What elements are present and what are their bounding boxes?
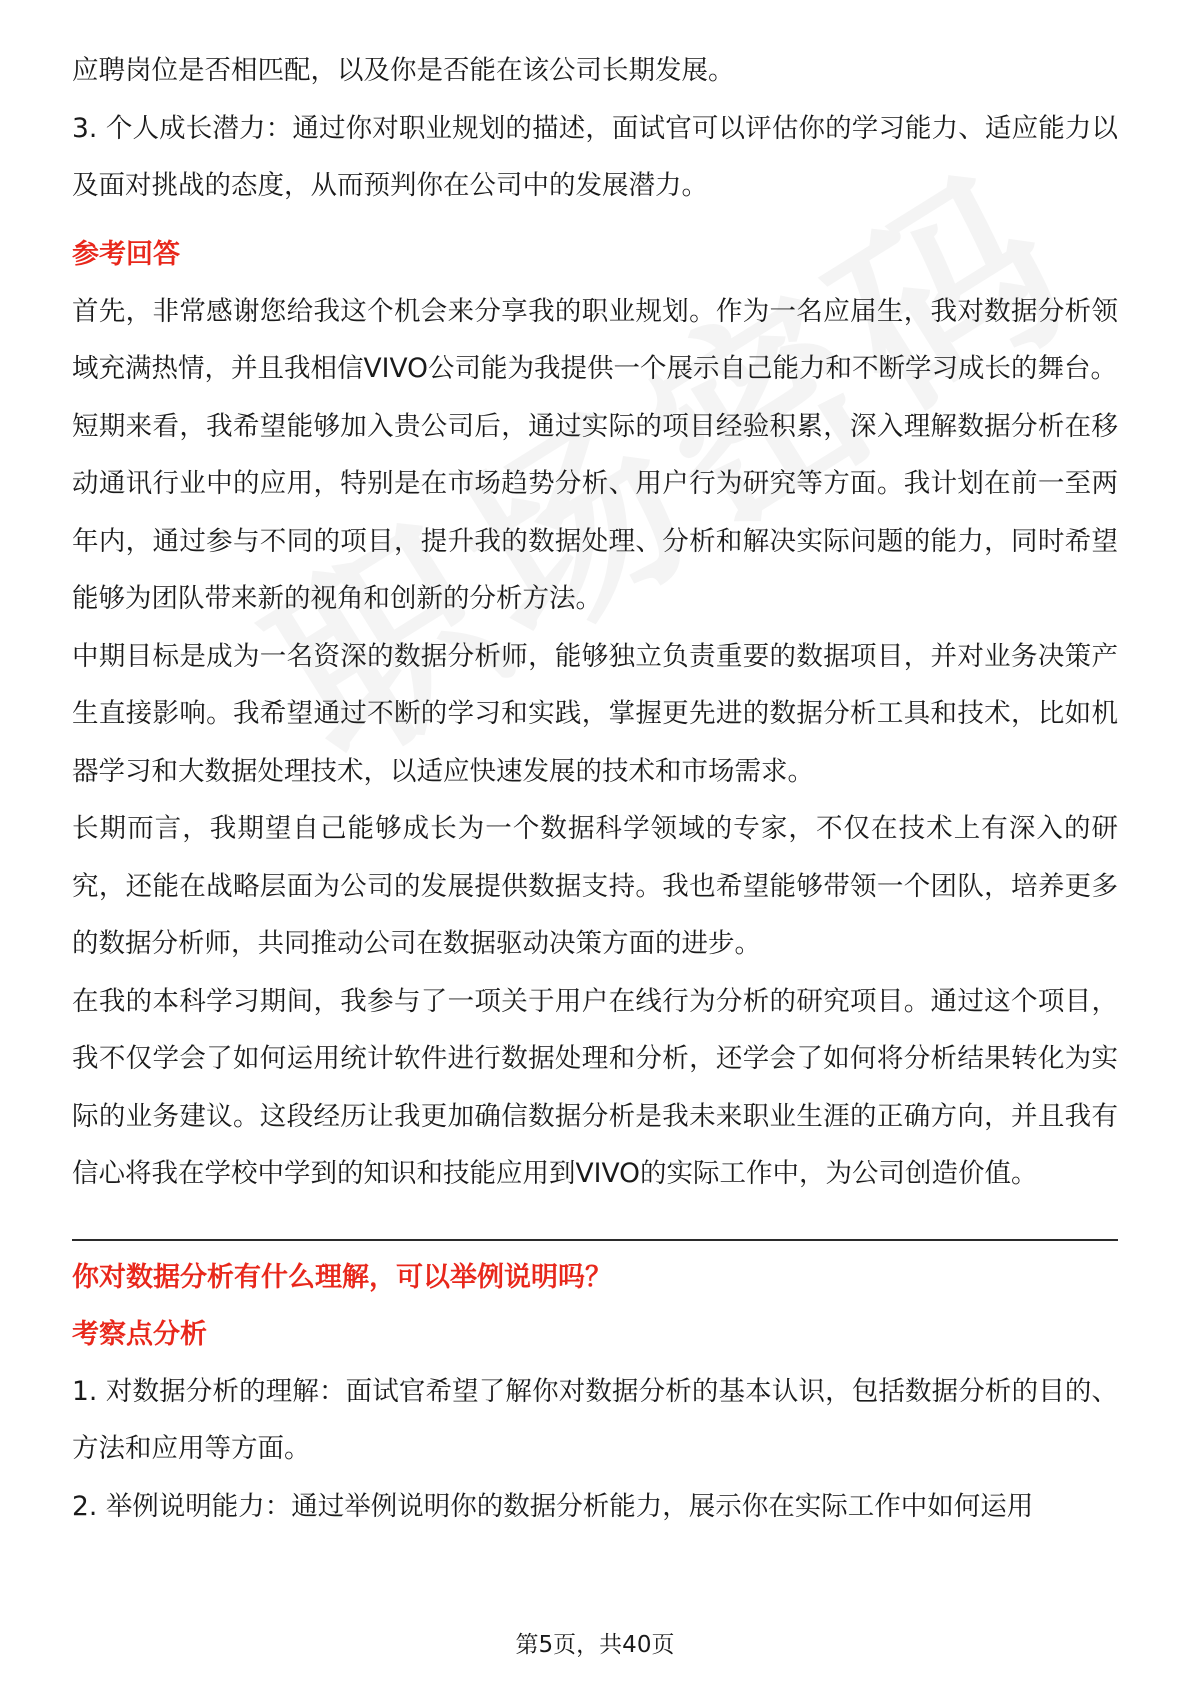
analysis-heading: 考察点分析 — [72, 1318, 207, 1350]
reference-paragraph: 短期来看，我希望能够加入贵公司后，通过实际的项目经验积累，深入理解数据分析在移动通讯行业中的应用，特别是在市场趋势分析、用户行为研究等方面。我计划在前一至两年内，通过参与不同的项目，提升我的数据处理、分析和解决实际问题的能力，同时希望能够为团队带来新的视角和创新的分析方法。 — [72, 410, 1118, 614]
paragraph: 3. 个人成长潜力：通过你对职业规划的描述，面试官可以评估你的学习能力、适应能力以及面对挑战的态度，从而预判你在公司中的发展潜力。 — [72, 112, 1118, 201]
divider — [72, 1239, 1118, 1241]
question-heading: 你对数据分析有什么理解，可以举例说明吗？ — [72, 1261, 612, 1293]
reference-paragraph: 长期而言，我期望自己能够成长为一个数据科学领域的专家，不仅在技术上有深入的研究，还能在战略层面为公司的发展提供数据支持。我也希望能够带领一个团队，培养更多的数据分析师，共同推动公司在数据驱动决策方面的进步。 — [72, 813, 1118, 959]
analysis-paragraph: 2. 举例说明能力：通过举例说明你的数据分析能力，展示你在实际工作中如何运用 — [72, 1490, 1034, 1522]
reference-paragraph: 首先，非常感谢您给我这个机会来分享我的职业规划。作为一名应届生，我对数据分析领域充满热情，并且我相信VIVO公司能为我提供一个展示自己能力和不断学习成长的舞台。 — [72, 295, 1118, 384]
page-content — [72, 42, 1118, 1535]
analysis-paragraph: 1. 对数据分析的理解：面试官希望了解你对数据分析的基本认识，包括数据分析的目的、方法和应用等方面。 — [72, 1375, 1118, 1464]
reference-paragraph: 在我的本科学习期间，我参与了一项关于用户在线行为分析的研究项目。通过这个项目，我不仅学会了如何运用统计软件进行数据处理和分析，还学会了如何将分析结果转化为实际的业务建议。这段经历让我更加确信数据分析是我未来职业生涯的正确方向，并且我有信心将我在学校中学到的知识和技能应用到VIVO的实际工作中，为公司创造价值。 — [72, 985, 1118, 1189]
reference-paragraph: 中期目标是成为一名资深的数据分析师，能够独立负责重要的数据项目，并对业务决策产生直接影响。我希望通过不断的学习和实践，掌握更先进的数据分析工具和技术，比如机器学习和大数据处理技术，以适应快速发展的技术和市场需求。 — [72, 640, 1118, 787]
reference-answer-heading: 参考回答 — [72, 238, 180, 270]
page-number: 第5页，共40页 — [515, 1632, 675, 1658]
paragraph: 应聘岗位是否相匹配，以及你是否能在该公司长期发展。 — [72, 55, 735, 86]
